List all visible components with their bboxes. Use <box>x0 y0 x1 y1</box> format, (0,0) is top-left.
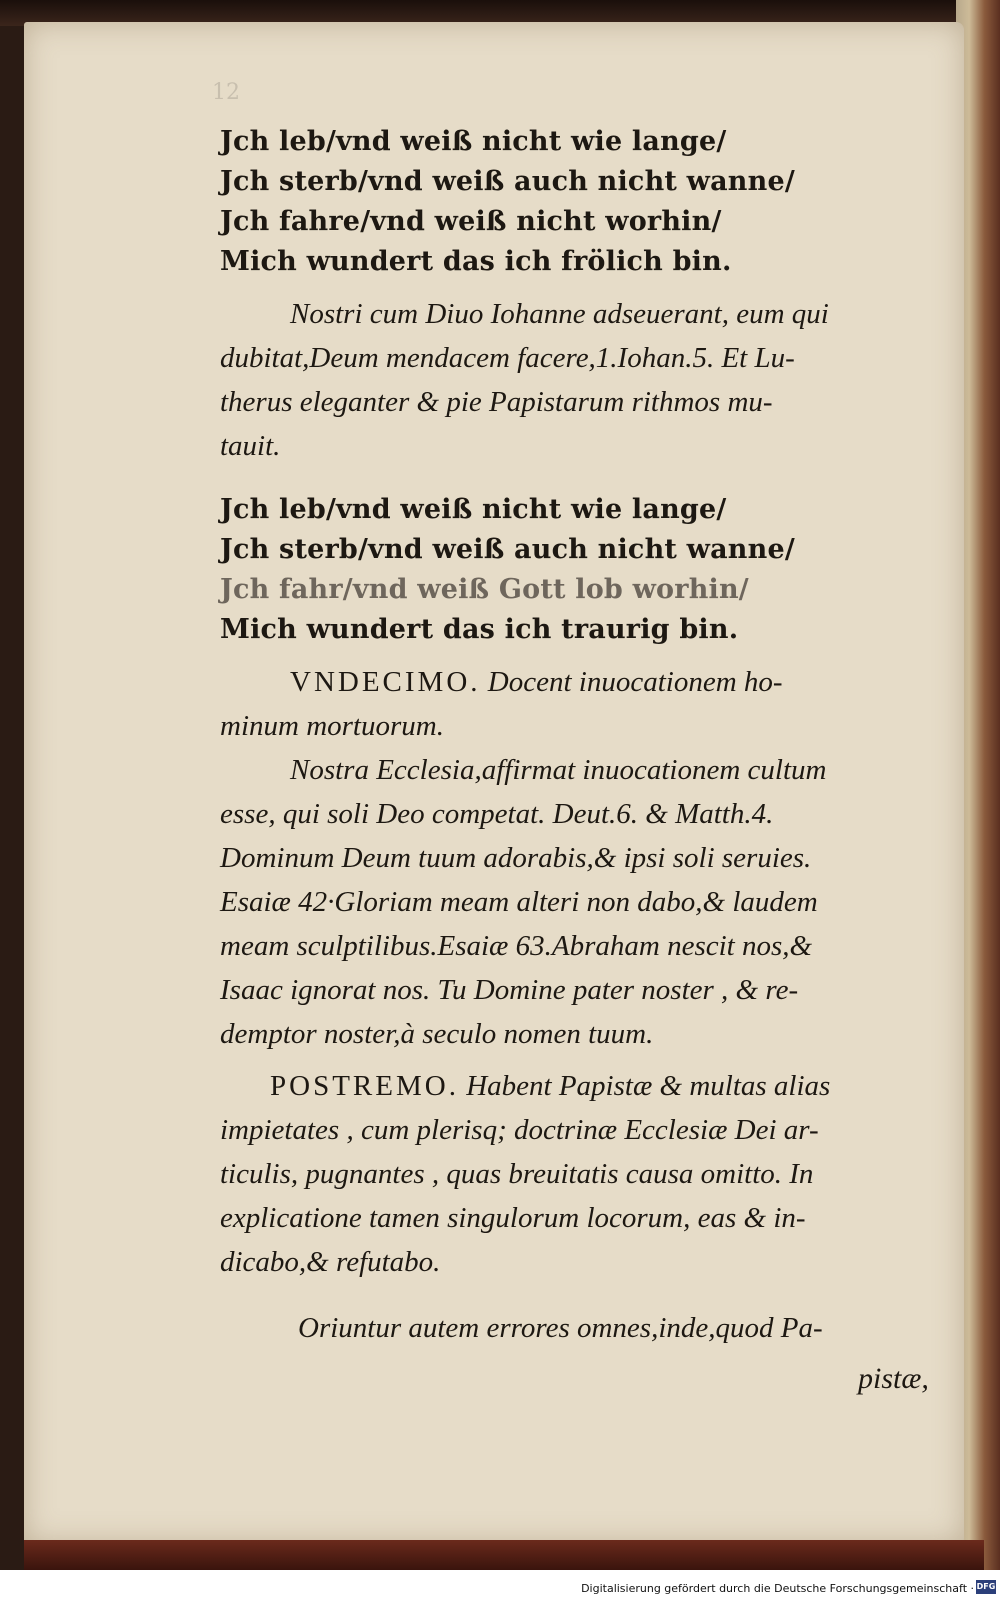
text-line: demptor noster,à seculo nomen tuum. <box>220 1018 654 1050</box>
heading-continuation: Habent Papistæ & multas alias <box>458 1070 831 1102</box>
text-line: minum mortuorum. <box>220 710 444 742</box>
verse-line: Jch fahre/vnd weiß nicht worhin/ <box>220 206 722 237</box>
text-line: meam sculptilibus.Esaiæ 63.Abraham nescit nos,& <box>220 930 813 962</box>
page-number: 12 <box>212 80 240 105</box>
verse-block-1 <box>220 122 940 282</box>
catchword: pistæ, <box>858 1362 929 1395</box>
verse-line: Jch leb/vnd weiß nicht wie lange/ <box>220 494 727 525</box>
text-line <box>220 1064 940 1108</box>
verse-line: Mich wundert das ich traurig bin. <box>220 614 739 645</box>
verse-line: Jch sterb/vnd weiß auch nicht wanne/ <box>220 534 795 565</box>
page-edge-bottom <box>24 1540 984 1570</box>
text-line: Nostra Ecclesia,affirmat inuocationem cultum <box>290 754 827 786</box>
section-heading: POSTREMO. <box>270 1070 459 1102</box>
text-line: Nostri cum Diuo Iohanne adseuerant, eum qui <box>290 298 829 330</box>
section-heading: VNDECIMO. <box>290 666 481 698</box>
verse-line: Jch sterb/vnd weiß auch nicht wanne/ <box>220 166 795 197</box>
text-line: Esaiæ 42·Gloriam meam alteri non dabo,& laudem <box>220 886 818 918</box>
text-line: impietates , cum plerisq; doctrinæ Ecclesiæ Dei ar- <box>220 1114 819 1146</box>
text-line: dubitat,Deum mendacem facere,1.Iohan.5. Et Lu- <box>220 342 795 374</box>
text-line: Dominum Deum tuum adorabis,& ipsi soli seruies. <box>220 842 812 874</box>
text-line: tauit. <box>220 430 281 462</box>
text-line: Isaac ignorat nos. Tu Domine pater noster , & re- <box>220 974 799 1006</box>
heading-continuation: Docent inuocationem ho- <box>480 666 783 698</box>
text-line: esse, qui soli Deo competat. Deut.6. & Matth.4. <box>220 798 774 830</box>
text-line: therus eleganter & pie Papistarum rithmos mu- <box>220 386 773 418</box>
final-paragraph <box>220 1306 940 1350</box>
undecimo-section <box>220 660 940 748</box>
text-line: explicatione tamen singulorum locorum, eas & in- <box>220 1202 806 1234</box>
verse-line: Jch leb/vnd weiß nicht wie lange/ <box>220 126 727 157</box>
verse-block-2 <box>220 490 940 650</box>
text-line: dicabo,& refutabo. <box>220 1246 441 1278</box>
dfg-logo-icon: DFG <box>976 1580 996 1594</box>
paragraph-1 <box>220 292 940 468</box>
text-line <box>220 660 940 704</box>
text-line: ticulis, pugnantes , quas breuitatis causa omitto. In <box>220 1158 814 1190</box>
verse-line: Mich wundert das ich frölich bin. <box>220 246 732 277</box>
paragraph-2 <box>220 748 940 1056</box>
footer-credit: Digitalisierung gefördert durch die Deutsche Forschungsgemeinschaft · <box>581 1582 974 1595</box>
verse-line: Jch fahr/vnd weiß Gott lob worhin/ <box>220 574 749 605</box>
text-line: Oriuntur autem errores omnes,inde,quod Pa- <box>298 1312 823 1344</box>
postremo-section <box>220 1064 940 1284</box>
